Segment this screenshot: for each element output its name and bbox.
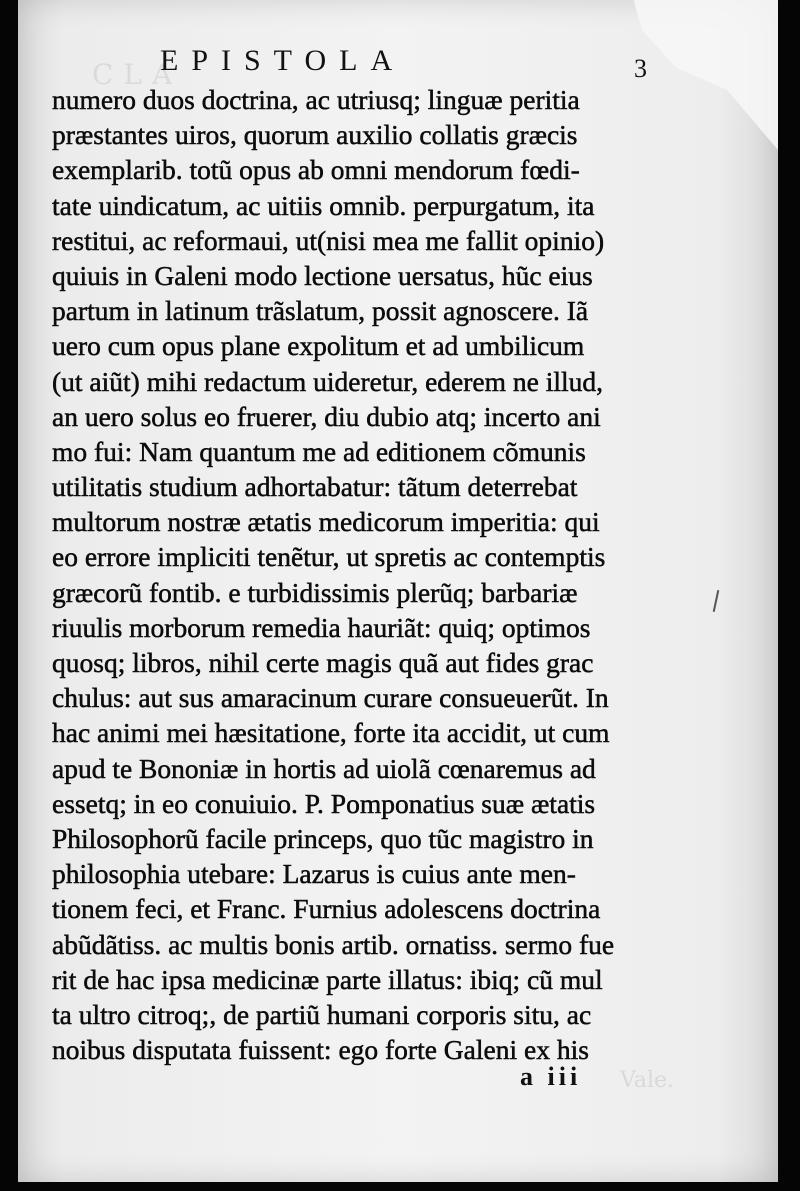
text-line: græcorũ fontib. e turbidissimis plerũq; barbariæ: [52, 576, 578, 608]
text-line: partum in latinum trãslatum, possit agnoscere. Iã: [52, 295, 589, 327]
text-line: riuulis morborum remedia hauriãt: quiq; optimos: [52, 611, 591, 643]
text-line: tionem feci, et Franc. Furnius adolescens doctrina: [52, 893, 601, 925]
text-line: chulus: aut sus amaracinum curare consueuerũt. In: [52, 682, 609, 714]
text-line: restitui, ac reformaui, ut(nisi mea me fallit opinio): [52, 224, 605, 256]
text-line: (ut aiũt) mihi redactum uideretur, ederem ne illud,: [52, 365, 603, 397]
running-head: EPISTOLA: [160, 44, 406, 77]
text-line: numero duos doctrina, ac utriusq; linguæ peritia: [52, 84, 580, 115]
text-line: ta ultro citroq;, de partiũ humani corporis situ, ac: [52, 998, 592, 1030]
text-line: hac animi mei hæsitatione, forte ita accidit, ut cum: [52, 717, 610, 749]
text-line: Philosophorũ facile princeps, quo tũc magistro in: [52, 822, 594, 854]
show-through-vale: Vale.: [620, 1068, 675, 1093]
text-line: utilitatis studium adhortabatur: tãtum deterrebat: [52, 471, 578, 503]
signature-mark: a iii: [520, 1062, 582, 1091]
text-line: an uero solus eo fruerer, diu dubio atq; incerto ani: [52, 400, 601, 432]
folio-number: 3: [634, 54, 647, 83]
text-line: quiuis in Galeni modo lectione uersatus, hũc eius: [52, 259, 593, 291]
text-line: apud te Bononiæ in hortis ad uiolã cœnaremus ad: [52, 752, 596, 784]
text-line: eo errore impliciti tenẽtur, ut spretis ac contemptis: [52, 541, 606, 573]
text-line: essetq; in eo conuiuio. P. Pomponatius suæ ætatis: [52, 787, 596, 819]
text-line: uero cum opus plane expolitum et ad umbilicum: [52, 330, 585, 362]
body-text: [52, 82, 662, 1067]
text-line: exemplarib. totũ opus ab omni mendorum fœdi-: [52, 154, 580, 186]
text-line: noibus disputata fuissent: ego forte Galeni ex his: [52, 1034, 589, 1066]
text-line: præstantes uiros, quorum auxilio collatis græcis: [52, 119, 578, 151]
text-line: tate uindicatum, ac uitiis omnib. perpurgatum, ita: [52, 189, 595, 221]
text-line: philosophia utebare: Lazarus is cuius ante men-: [52, 858, 576, 890]
text-line: rit de hac ipsa medicinæ parte illatus: ibiq; cũ mul: [52, 963, 603, 995]
text-line: abũdãtiss. ac multis bonis artib. ornatiss. sermo fue: [52, 928, 615, 960]
text-line: mo fui: Nam quantum me ad editionem cõmunis: [52, 435, 586, 467]
show-through-top: CLA: [92, 58, 183, 91]
text-line: quosq; libros, nihil certe magis quã aut fides grac: [52, 647, 594, 678]
text-line: multorum nostræ ætatis medicorum imperitia: qui: [52, 506, 600, 538]
